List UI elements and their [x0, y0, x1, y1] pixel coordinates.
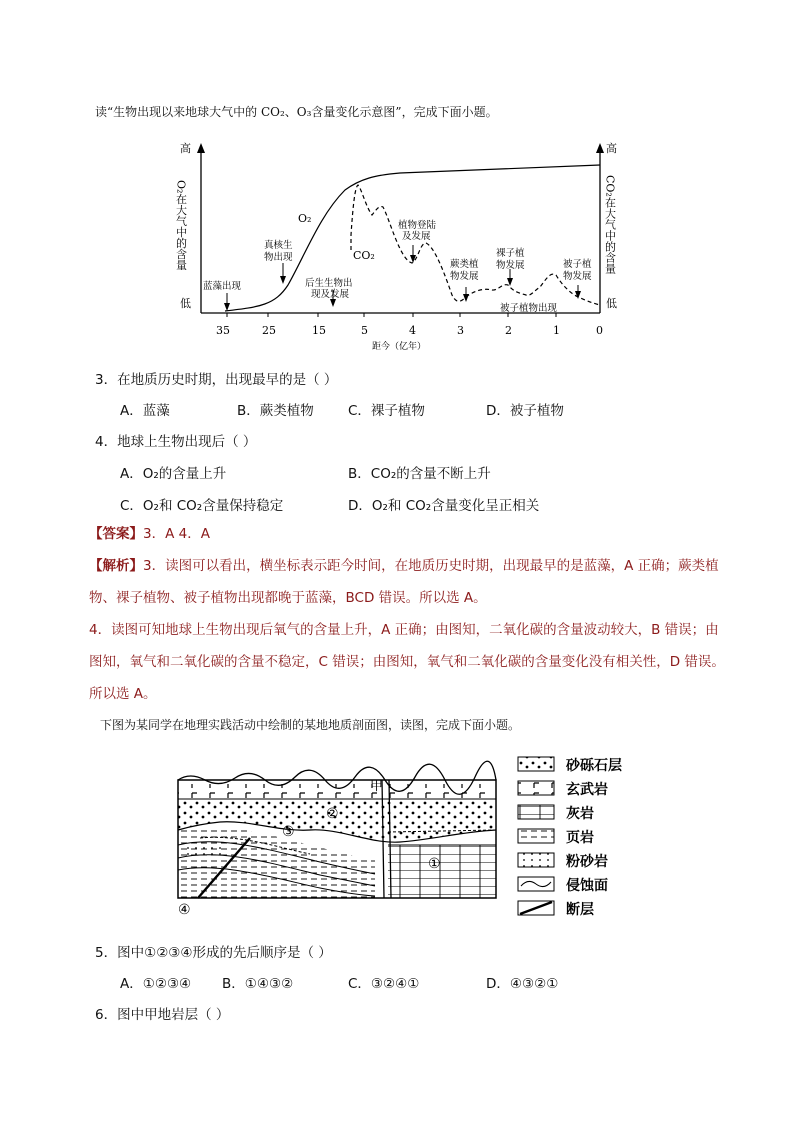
annotation-metazoa-1: 后生生物出 [305, 278, 353, 289]
question-3-stem: 3．在地质历史时期，出现最早的是（ ） [95, 372, 338, 388]
legend-basalt: 玄武岩 [566, 782, 608, 798]
x-axis-label: 距今（亿年） [372, 342, 427, 352]
marker-4: ④ [178, 902, 191, 918]
intro-text-1: 读“生物出现以来地球大气中的 CO₂、O₃含量变化示意图”，完成下面小题。 [95, 105, 498, 119]
left-axis-bottom: 低 [180, 297, 191, 310]
q3-option-a: A．蓝藻 [120, 403, 170, 419]
marker-1: ① [428, 856, 441, 872]
answer-block [89, 518, 729, 550]
annotation-angiosperm-dev-1: 被子植 [563, 259, 592, 270]
left-axis-label: O₂在大气中的含量 [174, 180, 188, 271]
q4-option-c: C．O₂和 CO₂含量保持稳定 [120, 498, 284, 514]
legend-siltstone: 粉砂岩 [566, 854, 608, 870]
label-jia: 甲 [370, 779, 384, 794]
tick-1: 1 [553, 324, 560, 337]
analysis-p1: 3．读图可以看出，横坐标表示距今时间，在地质历史时期，出现最早的是蓝藻，A 正确；蕨类植物、裸子植物、被子植物出现都晚于蓝藻，BCD 错误。所以选 A。 [89, 558, 719, 606]
annotation-angiosperm-appear: 被子植物出现 [500, 303, 558, 314]
intro-text-2: 下图为某同学在地理实践活动中绘制的某地地质剖面图，读图，完成下面小题。 [100, 718, 521, 732]
annotation-fern-2: 物发展 [450, 271, 479, 282]
annotation-gymnosperm-2: 物发展 [496, 260, 525, 271]
left-axis-top: 高 [180, 142, 191, 155]
annotation-land-plants-2: 及发展 [402, 231, 431, 242]
annotation-eukaryote-1: 真核生 [264, 240, 293, 251]
tick-15: 15 [312, 324, 326, 337]
analysis-p2: 4．读图可知地球上生物出现后氧气的含量上升，A 正确；由图知，二氧化碳的含量波动较大，B 错误；由图知，氧气和二氧化碳的含量不稳定，C 错误；由图知，氧气和二氧化碳的含量变化没有相关性，D 错误。所以选 A。 [89, 622, 725, 702]
q3-option-b: B．蕨类植物 [237, 403, 314, 419]
annotation-fern-1: 蕨类植 [450, 259, 479, 270]
annotation-land-plants-1: 植物登陆 [398, 220, 437, 231]
annotation-eukaryote-2: 物出现 [264, 252, 293, 263]
q4-option-b: B．CO₂的含量不断上升 [348, 466, 491, 482]
answer-tag: 【答案】 [89, 526, 143, 542]
tick-3: 3 [457, 324, 464, 337]
co2-label: CO₂ [353, 249, 375, 262]
o2-label: O₂ [298, 212, 312, 225]
legend [518, 757, 622, 918]
annotation-cyanobacteria: 蓝藻出现 [203, 281, 242, 292]
annotation-metazoa-2: 现及发展 [311, 289, 350, 300]
q4-option-d: D．O₂和 CO₂含量变化呈正相关 [348, 498, 540, 514]
o2-co2-chart [170, 135, 630, 355]
right-axis-label: CO₂在大气中的含量 [603, 175, 617, 274]
right-axis-bottom: 低 [606, 297, 617, 310]
tick-35: 35 [216, 324, 230, 337]
q3-option-d: D．被子植物 [486, 403, 564, 419]
legend-shale: 页岩 [566, 830, 594, 846]
tick-2: 2 [505, 324, 512, 337]
q5-option-c: C．③②④① [348, 976, 420, 992]
tick-5: 5 [361, 324, 368, 337]
right-axis-top: 高 [606, 142, 617, 155]
marker-2: ② [326, 806, 339, 822]
co2-curve [351, 185, 600, 305]
q5-option-b: B．①④③② [222, 976, 294, 992]
legend-limestone: 灰岩 [566, 806, 594, 822]
tick-25: 25 [262, 324, 276, 337]
legend-fault: 断层 [566, 902, 594, 918]
annotation-angiosperm-dev-2: 物发展 [563, 271, 592, 282]
q4-option-a: A．O₂的含量上升 [120, 466, 227, 482]
tick-0: 0 [596, 324, 603, 337]
q5-option-d: D．④③②① [486, 976, 559, 992]
annotation-gymnosperm-1: 裸子植 [496, 248, 525, 259]
question-5-stem: 5．图中①②③④形成的先后顺序是（ ） [95, 945, 332, 961]
analysis-tag: 【解析】 [89, 558, 143, 574]
answer-text: 3．A 4．A [143, 526, 210, 542]
marker-3: ③ [282, 824, 295, 840]
geologic-section-figure [170, 750, 640, 920]
analysis-block [89, 550, 729, 614]
tick-4: 4 [409, 324, 416, 337]
legend-gravel: 砂砾石层 [566, 758, 622, 774]
question-4-stem: 4．地球上生物出现后（ ） [95, 434, 257, 450]
q3-option-c: C．裸子植物 [348, 403, 425, 419]
legend-erosion-surface: 侵蚀面 [566, 878, 608, 894]
question-6-stem: 6．图中甲地岩层（ ） [95, 1007, 230, 1023]
q5-option-a: A．①②③④ [120, 976, 192, 992]
